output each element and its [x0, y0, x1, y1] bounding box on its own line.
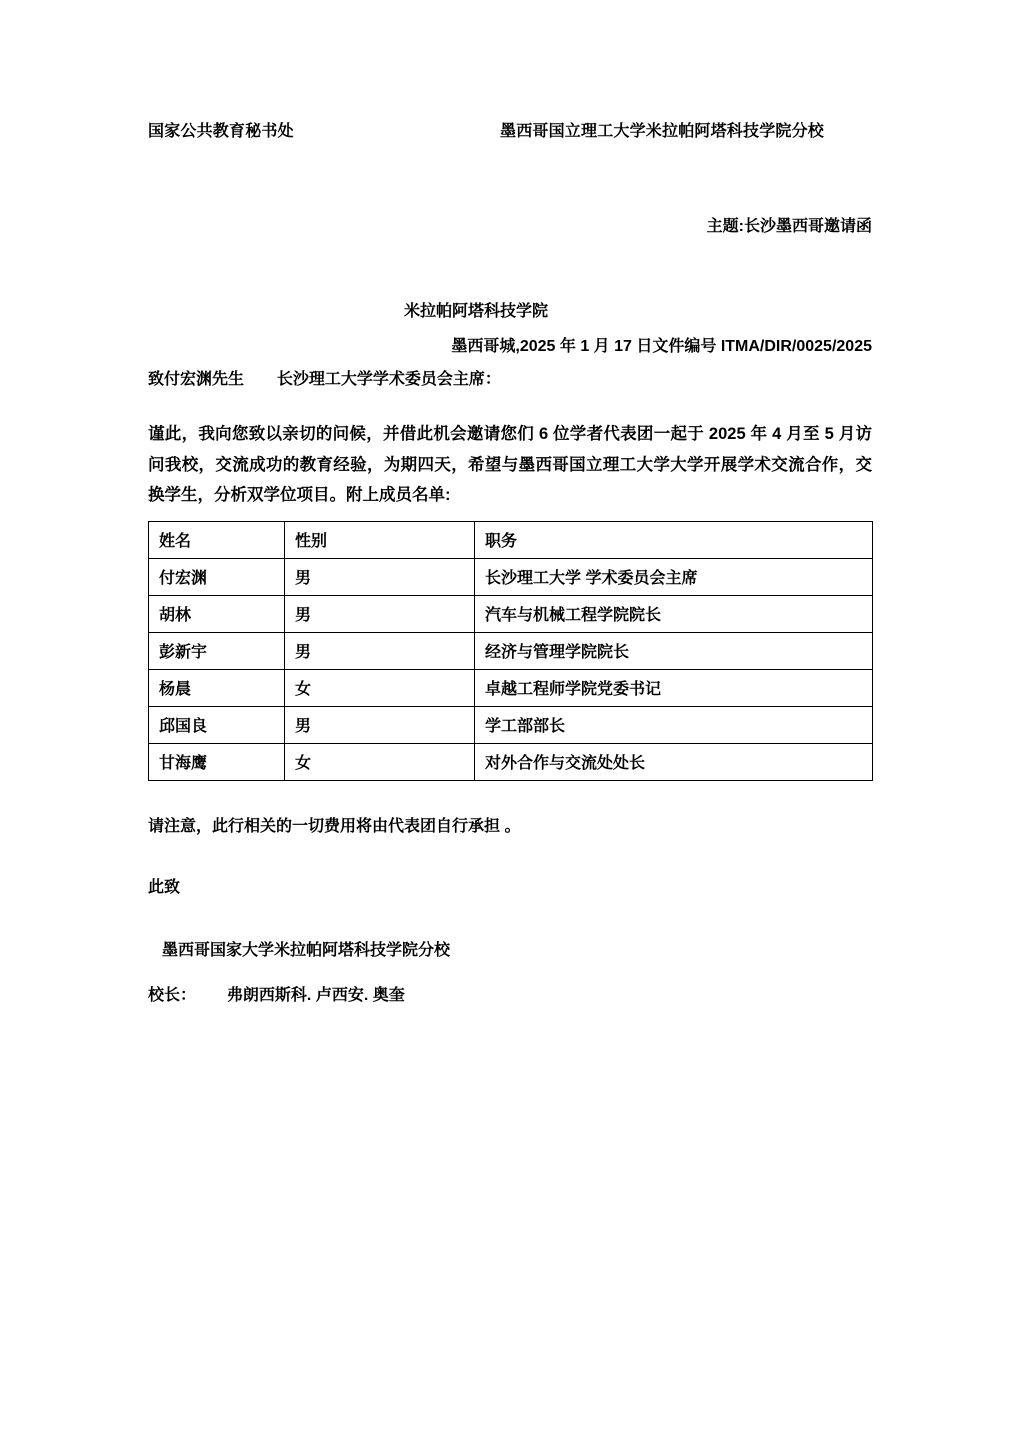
document-header	[148, 118, 872, 141]
signer-name: 弗朗西斯科. 卢西安. 奥奎	[226, 986, 405, 1004]
members-table	[148, 521, 873, 781]
subject-line: 主题:长沙墨西哥邀请函	[706, 218, 872, 235]
cell-name: 杨晨	[149, 669, 285, 706]
place-date-reference: 墨西哥城,2025 年 1 月 17 日文件编号 ITMA/DIR/0025/2025	[451, 338, 872, 355]
column-header-name: 姓名	[149, 521, 285, 558]
cell-gender: 男	[285, 706, 475, 743]
cell-name: 付宏渊	[149, 558, 285, 595]
cell-position: 经济与管理学院院长	[475, 632, 873, 669]
cell-gender: 女	[285, 669, 475, 706]
cell-position: 汽车与机械工程学院院长	[475, 595, 873, 632]
salutation	[148, 366, 872, 389]
note-paragraph: 请注意，此行相关的一切费用将由代表团自行承担 。	[148, 817, 521, 835]
cell-name: 甘海鹰	[149, 743, 285, 780]
cell-gender: 男	[285, 558, 475, 595]
signature-block	[148, 982, 872, 1005]
table-row	[149, 558, 873, 595]
cell-name: 胡林	[149, 595, 285, 632]
table-row	[149, 669, 873, 706]
cell-position: 对外合作与交流处处长	[475, 743, 873, 780]
cell-position: 卓越工程师学院党委书记	[475, 669, 873, 706]
salutation-title: 长沙理工大学学术委员会主席：	[276, 371, 501, 388]
body-paragraph: 谨此，我向您致以亲切的问候，并借此机会邀请您们 6 位学者代表团一起于 2025 年 4 月至 5 月访问我校，交流成功的教育经验，为期四天，希望与墨西哥国立理工大学大学开展学术交流合作，交换学生，分析双学位项目。附上成员名单:	[148, 425, 872, 505]
signer-organization: 墨西哥国家大学米拉帕阿塔科技学院分校	[162, 941, 451, 959]
cell-position: 长沙理工大学 学术委员会主席	[475, 558, 873, 595]
cell-gender: 男	[285, 595, 475, 632]
table-row	[149, 595, 873, 632]
header-left-organization: 国家公共教育秘书处	[148, 123, 294, 140]
column-header-gender: 性别	[285, 521, 475, 558]
cell-gender: 女	[285, 743, 475, 780]
institute-name: 米拉帕阿塔科技学院	[403, 303, 548, 320]
cell-position: 学工部部长	[475, 706, 873, 743]
cell-name: 彭新宇	[149, 632, 285, 669]
document-content	[148, 118, 872, 1005]
table-header-row	[149, 521, 873, 558]
cell-name: 邱国良	[149, 706, 285, 743]
table-row	[149, 632, 873, 669]
closing-line: 此致	[148, 878, 181, 896]
cell-gender: 男	[285, 632, 475, 669]
column-header-position: 职务	[475, 521, 873, 558]
salutation-recipient: 致付宏渊先生	[148, 371, 245, 388]
header-right-organization: 墨西哥国立理工大学米拉帕阿塔科技学院分校	[500, 123, 825, 140]
signer-role: 校长：	[148, 986, 197, 1004]
table-row	[149, 743, 873, 780]
table-row	[149, 706, 873, 743]
